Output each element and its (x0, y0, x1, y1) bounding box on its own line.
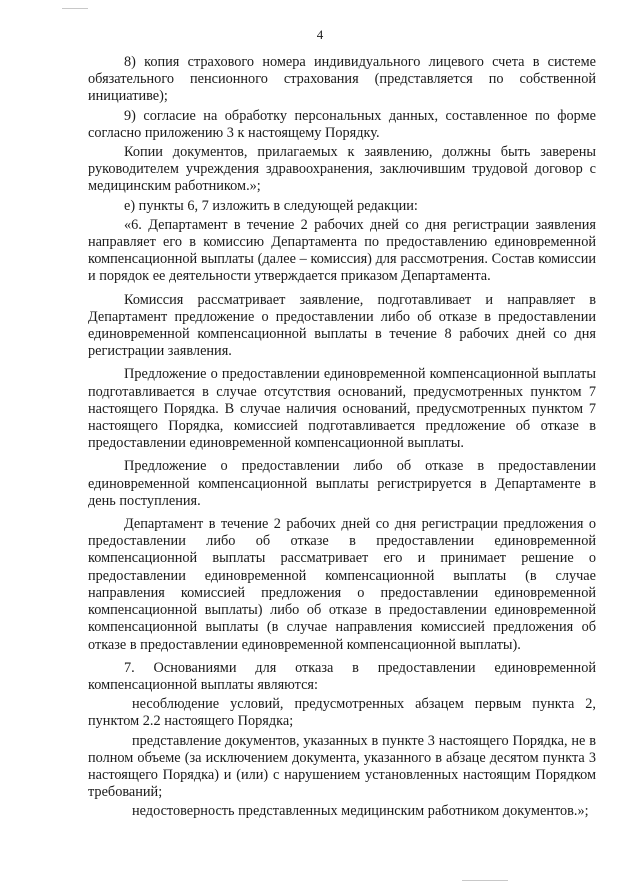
scan-artifact (462, 880, 508, 881)
paragraph-proposal-preparation: Предложение о предоставлении единовременной компенсационной выплаты подготавливается в случае отсутствия оснований, предусмотренных пунктом 7 настоящего Порядка. В случае наличия оснований, предусмотренных пунктом 7 настоящего Порядка, комиссией подготавливается предложение об отказе в предоставлении единовременной компенсационной выплаты. (88, 366, 596, 452)
paragraph-commission-review: Комиссия рассматривает заявление, подготавливает и направляет в Департамент предложение о предоставлении либо об отказе в предоставлении единовременной компенсационной выплаты в течение 8 рабочих дней со дня регистрации заявления. (88, 291, 596, 360)
paragraph-item-9: 9) согласие на обработку персональных данных, составленное по форме согласно приложению 3 к настоящему Порядку. (88, 107, 596, 141)
paragraph-item-8: 8) копия страхового номера индивидуального лицевого счета в системе обязательного пенсионного страхования (представляется по собственной инициативе); (88, 54, 596, 105)
paragraph-ground-incomplete-documents: представление документов, указанных в пункте 3 настоящего Порядка, не в полном объеме (за исключением документа, указанного в абзаце десятом пункта 3 настоящего Порядка) и (или) с нарушением установленных настоящим Порядком требований; (88, 732, 596, 801)
paragraph-ground-unreliable-documents: недостоверность представленных медицинским работником документов.»; (132, 803, 589, 820)
page-number: 4 (316, 27, 324, 42)
paragraph-clause-7: 7. Основаниями для отказа в предоставлении единовременной компенсационной выплаты являются: (88, 659, 596, 693)
paragraph-proposal-registration: Предложение о предоставлении либо об отказе в предоставлении единовременной компенсационной выплаты регистрируется в Департаменте в день поступления. (88, 458, 596, 509)
paragraph-department-decision: Департамент в течение 2 рабочих дней со дня регистрации предложения о предоставлении либо об отказе в предоставлении единовременной компенсационной выплаты рассматривает его и принимает решение о предоставлении единовременной компенсационной выплаты (в случае направления комиссией предложения о предоставлении единовременной компенсационной выплаты) либо об отказе в предоставлении единовременной компенсационной выплаты (в случае направления комиссией предложения об отказе в предоставлении единовременной компенсационной выплаты). (88, 516, 596, 653)
paragraph-amendment-e: е) пункты 6, 7 изложить в следующей редакции: (124, 197, 418, 214)
document-body (88, 54, 596, 821)
paragraph-ground-noncompliance: несоблюдение условий, предусмотренных абзацем первым пункта 2, пунктом 2.2 настоящего Порядка; (88, 696, 596, 730)
scan-artifact (62, 8, 88, 9)
paragraph-clause-6: «6. Департамент в течение 2 рабочих дней со дня регистрации заявления направляет его в комиссию Департамента по предоставлению единовременной компенсационной выплаты (далее – комиссия) для рассмотрения. Состав комиссии и порядок ее деятельности утверждается приказом Департамента. (88, 216, 596, 285)
paragraph-copies-certification: Копии документов, прилагаемых к заявлению, должны быть заверены руководителем учреждения здравоохранения, заключившим трудовой договор с медицинским работником.»; (88, 144, 596, 195)
